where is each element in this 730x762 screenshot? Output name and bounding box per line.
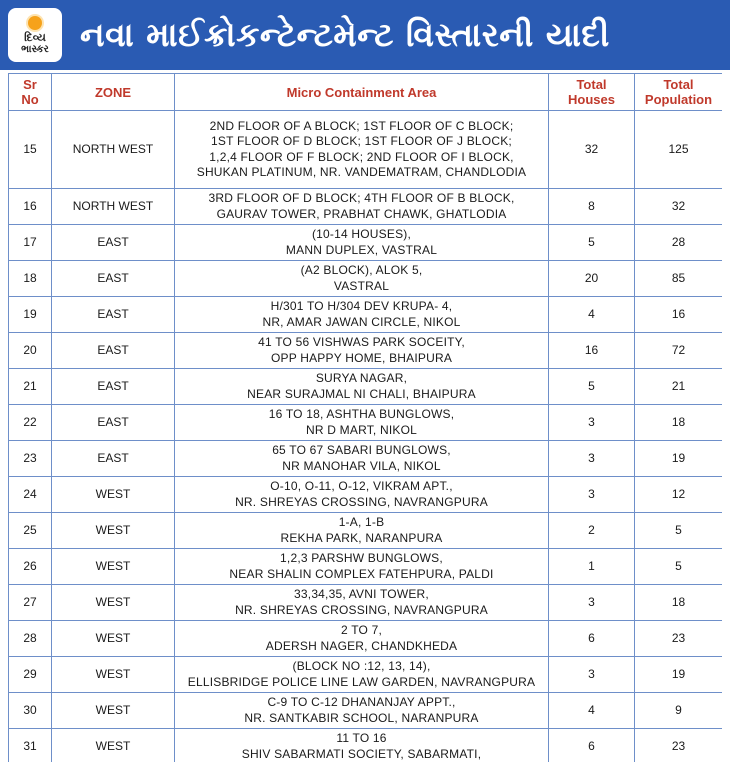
area-line: VASTRAL (333, 278, 390, 293)
sr-header-line2: No (21, 92, 39, 107)
zone-cell: WEST (52, 585, 175, 621)
total-houses-cell: 32 (549, 111, 635, 189)
area-line: 2ND FLOOR OF A BLOCK; 1ST FLOOR OF C BLOCK; (209, 118, 514, 133)
zone-cell: EAST (52, 261, 175, 297)
logo-text-line2: ભાસ્કર (21, 43, 49, 55)
sr-no-cell: 28 (9, 621, 52, 657)
table-row (9, 369, 723, 405)
total-houses-cell: 3 (549, 441, 635, 477)
area-line: 2 TO 7, (341, 623, 382, 637)
area-cell (175, 189, 549, 225)
table-row (9, 693, 723, 729)
area-line: H/301 TO H/304 DEV KRUPA- 4, (270, 299, 453, 313)
zone-cell: NORTH WEST (52, 189, 175, 225)
table-row (9, 621, 723, 657)
total-houses-cell: 1 (549, 549, 635, 585)
table-row (9, 261, 723, 297)
area-line: OPP HAPPY HOME, BHAIPURA (270, 350, 453, 365)
sr-no-cell: 30 (9, 693, 52, 729)
zone-cell: EAST (52, 297, 175, 333)
area-line: NR D MART, NIKOL (306, 422, 417, 437)
area-cell (175, 513, 549, 549)
header-banner (0, 0, 730, 70)
total-population-cell: 72 (635, 333, 723, 369)
total-population-cell: 19 (635, 657, 723, 693)
sr-no-cell: 21 (9, 369, 52, 405)
total-houses-cell: 4 (549, 693, 635, 729)
total-houses-cell: 3 (549, 405, 635, 441)
area-cell (175, 261, 549, 297)
houses-header-line1: Total (576, 77, 607, 92)
area-cell (175, 405, 549, 441)
total-houses-cell: 16 (549, 333, 635, 369)
sr-no-cell: 15 (9, 111, 52, 189)
area-cell (175, 297, 549, 333)
area-line: 1-A, 1-B (338, 515, 385, 529)
area-line: NEAR SURAJMAL NI CHALI, BHAIPURA (247, 386, 476, 401)
sr-no-cell: 22 (9, 405, 52, 441)
area-line: 1,2,3 PARSHW BUNGLOWS, (280, 551, 443, 565)
area-cell (175, 621, 549, 657)
total-population-cell: 9 (635, 693, 723, 729)
area-line: 16 TO 18, ASHTHA BUNGLOWS, (268, 407, 455, 421)
area-cell (175, 225, 549, 261)
zone-cell: WEST (52, 657, 175, 693)
area-cell (175, 477, 549, 513)
zone-cell: WEST (52, 513, 175, 549)
area-line: GAURAV TOWER, PRABHAT CHAWK, GHATLODIA (216, 206, 507, 221)
logo-text-line1: દિવ્ય (24, 30, 46, 44)
zone-cell: WEST (52, 693, 175, 729)
column-header-total-population (635, 74, 723, 111)
table-row (9, 111, 723, 189)
area-line: (A2 BLOCK), ALOK 5, (300, 263, 423, 277)
area-line: ADERSH NAGER, CHANDKHEDA (265, 638, 458, 653)
area-line: SHUKAN PLATINUM, NR. VANDEMATRAM, CHANDLODIA (196, 165, 527, 179)
area-line: NR. SANTKABIR SCHOOL, NARANPURA (244, 710, 479, 725)
zone-cell: EAST (52, 441, 175, 477)
table-row (9, 225, 723, 261)
total-houses-cell: 3 (549, 585, 635, 621)
population-header-line2: Population (644, 92, 713, 107)
area-line: REKHA PARK, NARANPURA (280, 530, 443, 545)
zone-cell: EAST (52, 369, 175, 405)
zone-cell: EAST (52, 333, 175, 369)
sr-no-cell: 27 (9, 585, 52, 621)
table-row (9, 549, 723, 585)
sr-no-cell: 16 (9, 189, 52, 225)
zone-cell: WEST (52, 729, 175, 762)
area-cell (175, 369, 549, 405)
zone-cell: NORTH WEST (52, 111, 175, 189)
total-population-cell: 5 (635, 549, 723, 585)
containment-table (8, 73, 722, 762)
area-cell (175, 657, 549, 693)
area-line: MANN DUPLEX, VASTRAL (285, 242, 438, 257)
area-line: NR. SHREYAS CROSSING, NAVRANGPURA (235, 602, 488, 617)
sr-no-cell: 29 (9, 657, 52, 693)
table-row (9, 333, 723, 369)
table-row (9, 513, 723, 549)
total-houses-cell: 20 (549, 261, 635, 297)
area-line: (10-14 HOUSES), (311, 227, 412, 241)
total-houses-cell: 6 (549, 729, 635, 762)
total-population-cell: 23 (635, 729, 723, 762)
table-row (9, 405, 723, 441)
area-line: NR MANOHAR VILA, NIKOL (282, 458, 441, 473)
divya-bhaskar-logo (8, 8, 62, 62)
area-cell (175, 333, 549, 369)
table-header-row (9, 74, 723, 111)
area-line: (BLOCK NO :12, 13, 14), (292, 659, 431, 673)
table-row (9, 297, 723, 333)
area-line: C-9 TO C-12 DHANANJAY APPT., (267, 695, 456, 709)
area-line: 33,34,35, AVNI TOWER, (294, 587, 429, 601)
area-cell (175, 549, 549, 585)
area-line: 1,2,4 FLOOR OF F BLOCK; 2ND FLOOR OF I BLOCK, (209, 149, 514, 164)
table-row (9, 729, 723, 762)
area-line: SURYA NAGAR, (315, 371, 408, 385)
page-title: નવા માઈક્રોકન્ટેન્ટમેન્ટ વિસ્તારની યાદી (80, 15, 610, 54)
area-line: NR. SHREYAS CROSSING, NAVRANGPURA (235, 494, 488, 509)
total-population-cell: 125 (635, 111, 723, 189)
zone-cell: WEST (52, 621, 175, 657)
total-houses-cell: 8 (549, 189, 635, 225)
area-line: 65 TO 67 SABARI BUNGLOWS, (272, 443, 451, 457)
zone-cell: EAST (52, 405, 175, 441)
total-houses-cell: 2 (549, 513, 635, 549)
sr-no-cell: 17 (9, 225, 52, 261)
table-row (9, 657, 723, 693)
area-cell (175, 111, 549, 189)
containment-table-container (8, 73, 722, 762)
total-population-cell: 23 (635, 621, 723, 657)
area-line: ELLISBRIDGE POLICE LINE LAW GARDEN, NAVRANGPURA (187, 674, 536, 689)
table-row (9, 585, 723, 621)
table-body (9, 111, 723, 762)
area-cell (175, 441, 549, 477)
area-line: NR, AMAR JAWAN CIRCLE, NIKOL (262, 314, 461, 329)
total-houses-cell: 5 (549, 225, 635, 261)
zone-cell: WEST (52, 549, 175, 585)
sr-no-cell: 31 (9, 729, 52, 762)
column-header-total-houses (549, 74, 635, 111)
houses-header-line2: Houses (568, 92, 615, 107)
column-header-zone: ZONE (52, 74, 175, 111)
sun-icon (28, 16, 42, 30)
table-row (9, 189, 723, 225)
column-header-sr-no (9, 74, 52, 111)
sr-no-cell: 23 (9, 441, 52, 477)
total-houses-cell: 6 (549, 621, 635, 657)
sr-no-cell: 20 (9, 333, 52, 369)
area-cell (175, 729, 549, 762)
total-houses-cell: 3 (549, 657, 635, 693)
zone-cell: WEST (52, 477, 175, 513)
sr-no-cell: 25 (9, 513, 52, 549)
total-houses-cell: 4 (549, 297, 635, 333)
total-population-cell: 85 (635, 261, 723, 297)
total-population-cell: 32 (635, 189, 723, 225)
sr-no-cell: 26 (9, 549, 52, 585)
sr-header-line1: Sr (23, 77, 37, 92)
total-population-cell: 18 (635, 405, 723, 441)
total-population-cell: 12 (635, 477, 723, 513)
area-line: 3RD FLOOR OF D BLOCK; 4TH FLOOR OF B BLOCK, (208, 191, 515, 205)
sr-no-cell: 18 (9, 261, 52, 297)
total-houses-cell: 3 (549, 477, 635, 513)
total-population-cell: 16 (635, 297, 723, 333)
area-cell (175, 693, 549, 729)
total-population-cell: 18 (635, 585, 723, 621)
area-line: O-10, O-11, O-12, VIKRAM APT., (270, 479, 453, 493)
table-row (9, 477, 723, 513)
area-line: 41 TO 56 VISHWAS PARK SOCEITY, (258, 335, 465, 349)
table-row (9, 441, 723, 477)
population-header-line1: Total (663, 77, 694, 92)
total-population-cell: 21 (635, 369, 723, 405)
area-line: 1ST FLOOR OF D BLOCK; 1ST FLOOR OF J BLOCK; (211, 134, 512, 148)
sr-no-cell: 19 (9, 297, 52, 333)
area-line: 11 TO 16 (336, 731, 387, 745)
sr-no-cell: 24 (9, 477, 52, 513)
total-population-cell: 19 (635, 441, 723, 477)
area-line: NEAR SHALIN COMPLEX FATEHPURA, PALDI (229, 566, 494, 581)
zone-cell: EAST (52, 225, 175, 261)
total-population-cell: 5 (635, 513, 723, 549)
total-population-cell: 28 (635, 225, 723, 261)
total-houses-cell: 5 (549, 369, 635, 405)
area-line: SHIV SABARMATI SOCIETY, SABARMATI, (241, 746, 482, 761)
area-cell (175, 585, 549, 621)
column-header-area: Micro Containment Area (175, 74, 549, 111)
